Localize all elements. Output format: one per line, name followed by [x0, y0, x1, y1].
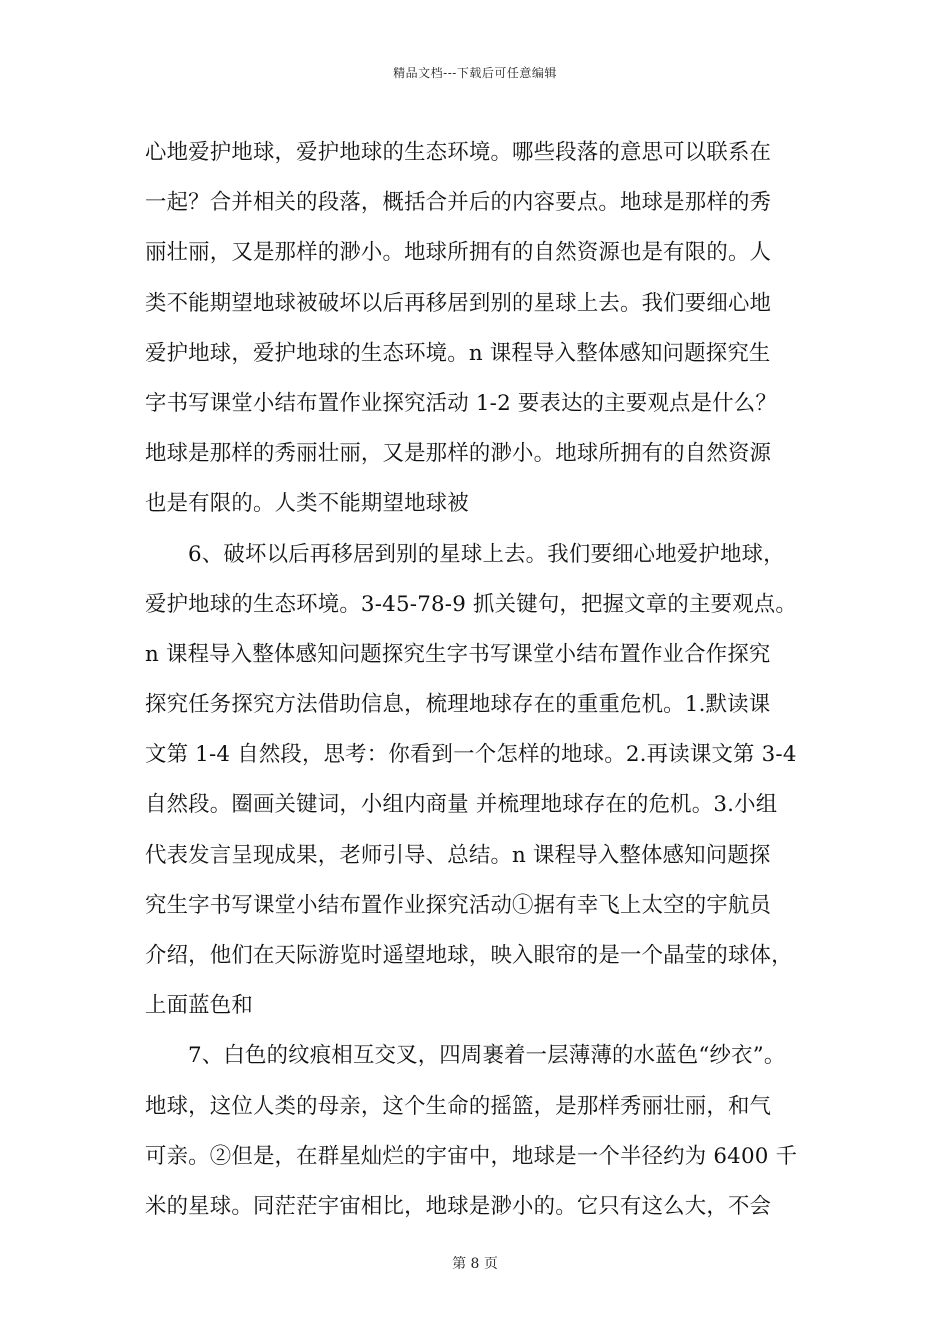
paragraph-1 [145, 128, 810, 530]
text-line: 地球，这位人类的母亲，这个生命的摇篮，是那样秀丽壮丽，和气 [145, 1093, 772, 1119]
text-line: 介绍，他们在天际游览时遥望地球，映入眼帘的是一个晶莹的球体， [145, 943, 793, 968]
text-line: 7、白色的纹痕相互交叉，四周裹着一层薄薄的水蓝色“纱衣”。 [188, 1043, 786, 1069]
text-line: 心地爱护地球，爱护地球的生态环境。哪些段落的意思可以联系在 [145, 140, 772, 165]
text-line: 爱护地球的生态环境。3-45-78-9 抓关键句，把握文章的主要观点。 [145, 591, 797, 617]
text-line: 地球是那样的秀丽壮丽，又是那样的渺小。地球所拥有的自然资源 [145, 441, 772, 467]
document-body [145, 128, 810, 1232]
text-line: 代表发言呈现成果，老师引导、总结。n 课程导入整体感知问题探 [145, 842, 771, 868]
text-line: 字书写课堂小结布置作业探究活动 1-2 要表达的主要观点是什么？ [145, 390, 777, 416]
text-line: n 课程导入整体感知问题探究生字书写课堂小结布置作业合作探究 [145, 641, 771, 667]
page-header: 精品文档---下载后可任意编辑 [393, 66, 557, 80]
text-line: 一起？合并相关的段落，概括合并后的内容要点。地球是那样的秀 [145, 190, 772, 216]
text-line: 也是有限的。人类不能期望地球被 [145, 491, 469, 517]
paragraph-3 [145, 1031, 810, 1232]
text-line: 类不能期望地球被破坏以后再移居到别的星球上去。我们要细心地 [145, 290, 772, 316]
text-line: 上面蓝色和 [145, 993, 253, 1019]
text-line: 6、破坏以后再移居到别的星球上去。我们要细心地爱护地球， [188, 541, 785, 567]
text-line: 探究任务探究方法借助信息，梳理地球存在的重重危机。1.默读课 [145, 692, 771, 718]
page-number: 第 8 页 [452, 1256, 498, 1272]
text-line: 究生字书写课堂小结布置作业探究活动①据有幸飞上太空的宇航员 [145, 892, 772, 918]
text-line: 米的星球。同茫茫宇宙相比，地球是渺小的。它只有这么大，不会 [145, 1193, 772, 1219]
text-line: 可亲。②但是，在群星灿烂的宇宙中，地球是一个半径约为 6400 千 [145, 1143, 798, 1169]
text-line: 文第 1-4 自然段，思考：你看到一个怎样的地球。2.再读课文第 3-4 [145, 742, 797, 768]
text-line: 爱护地球，爱护地球的生态环境。n 课程导入整体感知问题探究生 [145, 340, 771, 366]
paragraph-2 [145, 530, 810, 1032]
text-line: 丽壮丽，又是那样的渺小。地球所拥有的自然资源也是有限的。人 [145, 240, 772, 266]
text-line: 自然段。圈画关键词，小组内商量 并梳理地球存在的危机。3.小组 [145, 792, 778, 818]
